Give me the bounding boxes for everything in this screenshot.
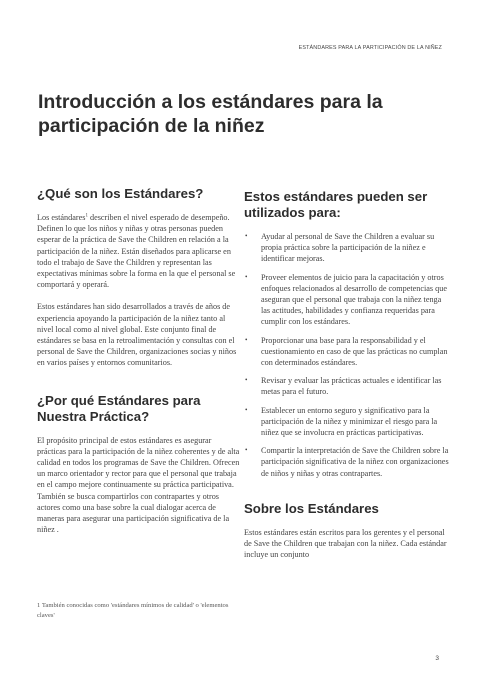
bullet-icon: • xyxy=(245,376,248,385)
paragraph-que-son-1 xyxy=(37,212,242,290)
running-head: ESTÁNDARES PARA LA PARTICIPACIÓN DE LA NIÑEZ xyxy=(298,45,442,51)
list-item-text: Revisar y evaluar las prácticas actuales e identificar las metas para el futuro. xyxy=(261,376,442,397)
list-item-text: Compartir la interpretación de Save the Children sobre la participación significativa de la niñez con organizaciones de niños y niñas y otras contrapartes. xyxy=(261,446,449,478)
page-number: 3 xyxy=(435,655,439,662)
list-item xyxy=(244,405,449,439)
right-column xyxy=(244,189,449,571)
bullet-icon: • xyxy=(245,446,248,455)
left-column xyxy=(37,186,242,546)
list-item xyxy=(244,272,449,328)
list-item-text: Proporcionar una base para la responsabilidad y el cuestionamiento en caso de que las prácticas no cumplan con determinados estándares. xyxy=(261,335,448,368)
bullet-icon: • xyxy=(245,335,248,344)
list-item-text: Establecer un entorno seguro y significativo para la participación de la niñez y minimizar el riesgo para la niñez que se involucra en prácticas participativas. xyxy=(261,405,438,438)
bullet-icon: • xyxy=(245,405,248,414)
list-item xyxy=(244,375,449,397)
bullet-icon: • xyxy=(245,272,248,281)
paragraph-text: describen el nivel esperado de desempeño. Definen lo que los niños y niñas y otras personas pueden esperar de la práctica de Save the Children en relación a la participación de la niñez. Están diseñados para aplicarse en todo el trabajo de Save the Children y representan las expectativas mínimas sobre la forma en la que el personal se comportará y operará. xyxy=(37,213,236,290)
page-title: Introducción a los estándares para la participación de la niñez xyxy=(38,91,383,137)
section-heading-que-son: ¿Qué son los Estándares? xyxy=(37,186,204,201)
list-item-text: Ayudar al personal de Save the Children a evaluar su propia práctica sobre la participación de la niñez e identificar mejoras. xyxy=(261,232,435,264)
list-item xyxy=(244,335,449,369)
section-heading-sobre-los-estandares: Sobre los Estándares xyxy=(244,500,379,516)
bullet-icon: • xyxy=(245,232,248,240)
section-heading-utilizados-para: Estos estándares pueden ser utilizados para: xyxy=(244,189,428,220)
section-heading-por-que: ¿Por qué Estándares para Nuestra Práctica? xyxy=(37,392,201,424)
paragraph-por-que-1: El propósito principal de estos estándares es asegurar prácticas para la participación de la niñez coherentes y de alta calidad en todos los programas de Save the Children. Ofrecen un marco orientador y rector para que el personal que trabaja en el campo mejore continuamente su práctica participativa. También se busca compartirlos con contrapartes y otros actores como una base sobre la cual dialogar acerca de maneras para asegurar una participación significativa de la niñez . xyxy=(37,435,240,535)
list-item-text: Proveer elementos de juicio para la capacitación y otros enfoques relacionados al desarrollo de competencias que aseguran que el personal que trabaja con la niñez tenga las actitudes, habilidades y confianza requeridas para cumplir con los estándares. xyxy=(261,272,447,327)
paragraph-que-son-2: Estos estándares han sido desarrollados a través de años de experiencia apoyando la participación de la niñez tanto al nivel local como al nivel global. Este conjunto final de estándares se basa en la retroalimentación y consultas con el personal de Save the Children, organizaciones socias y niños en varios países y entornos comunitarios. xyxy=(37,302,237,368)
uses-list xyxy=(244,231,449,479)
footnote: 1 También conocidas como 'estándares mínimos de calidad' o 'elementos claves' xyxy=(37,602,229,619)
paragraph-sobre-los-estandares-1: Estos estándares están escritos para los gerentes y el personal de Save the Children que trabajan con la niñez. Cada estándar incluye un conjunto xyxy=(244,527,447,560)
list-item xyxy=(244,231,449,265)
paragraph-text: Los estándares xyxy=(37,213,86,222)
list-item xyxy=(244,445,449,479)
footnote-ref: 1 xyxy=(85,213,88,219)
